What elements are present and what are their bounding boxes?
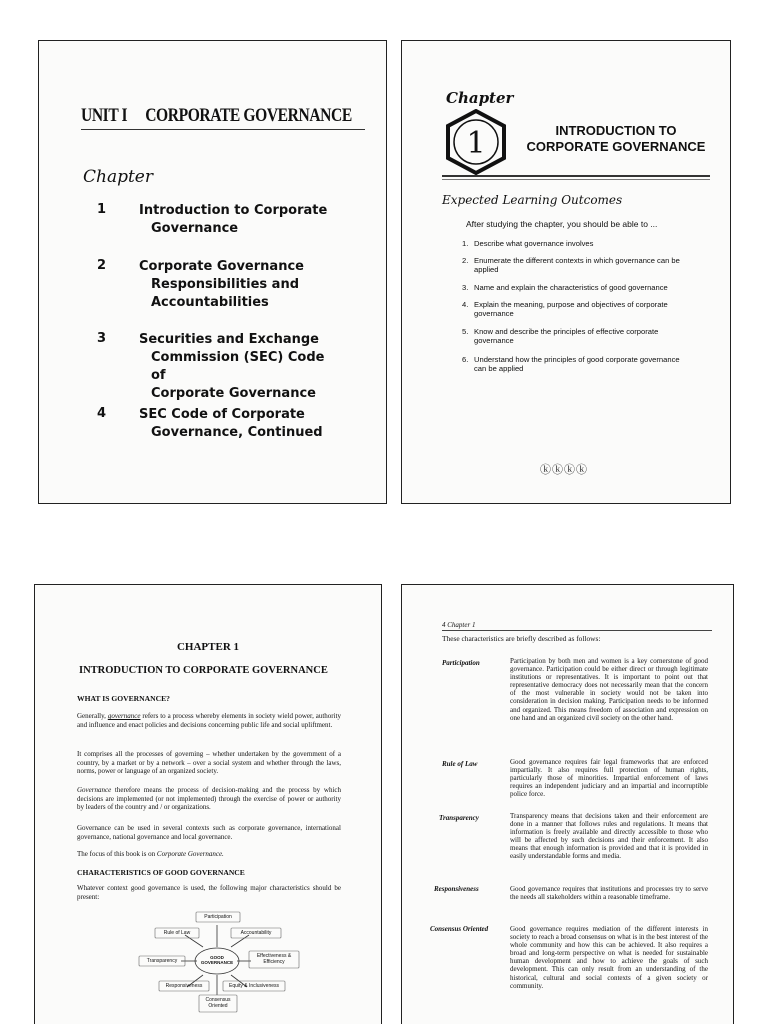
outcome-text: applied xyxy=(474,265,499,274)
outcomes-heading: Expected Learning Outcomes xyxy=(442,193,623,207)
node-participation: Participation xyxy=(204,914,232,920)
desc-consensus-oriented: Good governance requires mediation of the different interests in society to reach a broad consensus on what is in the best interest of the whole community and how this can be achieved. It also requires a broad and long-term perspective on what is needed for sustainable human development and how to achieve the goals of such development. This can only result from an understanding of the historical, cultural and social contexts of a given society or community. xyxy=(510,925,708,990)
node-text: Efficiency xyxy=(263,959,285,965)
term-responsiveness: Responsiveness xyxy=(434,885,479,893)
unit-title: CORPORATE GOVERNANCE xyxy=(145,105,352,126)
node-transparency: Transparency xyxy=(146,958,178,964)
chapter-line: Corporate Governance xyxy=(139,259,304,274)
chapter-line: Commission (SEC) Code of xyxy=(151,350,325,383)
outcome-text: Understand how the principles of good corporate governance xyxy=(474,355,680,364)
outcome-text: Explain the meaning, purpose and objectives of corporate xyxy=(474,300,668,309)
section-heading: CHARACTERISTICS OF GOOD GOVERNANCE xyxy=(77,868,245,877)
desc-rule-of-law: Good governance requires fair legal frameworks that are enforced impartially. It also requires full protection of human rights, particularly those of minorities. Impartial enforcement of laws requires an independent judiciary and an impartial and incorruptible police force. xyxy=(510,758,708,799)
heading-rule xyxy=(81,129,365,130)
paragraph-text: The focus of this book is on xyxy=(77,850,157,858)
paragraph-emphasis: Governance xyxy=(77,786,112,794)
chapter-line: Governance xyxy=(151,221,239,236)
chapter-title: INTRODUCTION TO CORPORATE GOVERNANCE xyxy=(79,665,328,676)
chapter-label: Chapter xyxy=(446,89,514,107)
chapter-line: Governance, Continued xyxy=(151,425,323,440)
node-text: GOVERNANCE xyxy=(200,960,234,965)
outcome-number: 4. xyxy=(462,300,469,309)
running-head: 4 Chapter 1 xyxy=(442,621,476,629)
node-text: Consensus xyxy=(205,997,231,1003)
node-text: Effectiveness & xyxy=(256,953,292,959)
chapter-number-badge xyxy=(442,109,510,175)
node-effectiveness xyxy=(257,953,291,965)
node-text: Oriented xyxy=(208,1003,228,1009)
node-consensus xyxy=(205,997,230,1009)
unit-title-page xyxy=(38,40,387,504)
outcome-item xyxy=(462,300,712,318)
chapter-line: Corporate Governance xyxy=(151,386,316,401)
node-text: GOOD xyxy=(210,955,224,960)
node-rule-of-law: Rule of Law xyxy=(163,930,191,936)
paragraph-text: therefore means the process of decision-making and the process by which decisions are implemented (or not implemented) through the exercise of power or authority by leaders of the country and / or organizations. xyxy=(77,786,341,812)
unit-label: UNIT I xyxy=(81,105,128,126)
chapter-line: Securities and Exchange xyxy=(139,332,319,347)
page-intro: These characteristics are briefly described as follows: xyxy=(442,634,601,643)
term-participation: Participation xyxy=(442,659,480,667)
outcome-item xyxy=(462,355,712,373)
outcome-number: 5. xyxy=(462,327,469,336)
outcome-item xyxy=(462,327,712,345)
outcome-number: 1. xyxy=(462,239,469,248)
paragraph-text: Generally, xyxy=(77,712,108,720)
paragraph: Governance can be used in several contexts such as corporate governance, international governance, national governance and local governance. xyxy=(77,824,341,841)
chapter-title-line: CORPORATE GOVERNANCE xyxy=(526,139,706,154)
characteristics-page xyxy=(401,584,734,1024)
outcome-text: Describe what governance involves xyxy=(474,239,594,248)
title-rule xyxy=(442,175,710,177)
outcomes-list xyxy=(462,239,712,373)
node-equity: Equity & Inclusiveness xyxy=(228,983,280,989)
outcome-item xyxy=(462,283,712,292)
chapter-line: SEC Code of Corporate xyxy=(139,407,305,422)
desc-responsiveness: Good governance requires that institutions and processes try to serve the needs all stakeholders within a reasonable timeframe. xyxy=(510,885,708,902)
outcome-number: 3. xyxy=(462,283,469,292)
section-heading: WHAT IS GOVERNANCE? xyxy=(77,694,170,703)
outcomes-intro: After studying the chapter, you should be able to ... xyxy=(466,219,658,229)
chapter-line: Introduction to Corporate xyxy=(139,203,328,218)
outcome-text: governance xyxy=(474,309,514,318)
node-accountability: Accountability xyxy=(240,930,272,936)
desc-transparency: Transparency means that decisions taken and their enforcement are done in a manner that follows rules and regulations. It means that information is freely available and directly accessible to those who will be affected by such decisions and their enforcement. It also means that enough information is provided and that it is provided in easily understandable forms and media. xyxy=(510,812,708,861)
outcome-text: Name and explain the characteristics of good governance xyxy=(474,283,668,292)
chapter-line: Accountabilities xyxy=(151,295,269,310)
desc-participation: Participation by both men and women is a key cornerstone of good governance. Participation could be either direct or through legitimate institutions or representatives. It is important to point out that representative democracy does not necessarily mean that the concern of the most vulnerable in society would not be taken into consideration in decision making. Participation needs to be informed and organized. This means freedom of association and expression on one hand and an organized civil society on the other hand. xyxy=(510,657,708,722)
paragraph-emphasis: Corporate Governance. xyxy=(156,850,224,858)
chapter-title-line: INTRODUCTION TO xyxy=(555,123,677,138)
paragraph-emphasis: governance xyxy=(107,712,141,720)
ornament-icon: ⓚⓚⓚⓚ xyxy=(540,464,588,476)
running-head-rule xyxy=(442,630,712,631)
outcome-text: can be applied xyxy=(474,364,524,373)
outcome-item xyxy=(462,256,712,274)
chapter-number: 3 xyxy=(97,331,107,346)
node-good-governance xyxy=(201,955,233,965)
node-responsiveness: Responsiveness xyxy=(165,983,203,989)
outcome-item xyxy=(462,239,712,248)
paragraph: Whatever context good governance is used, the following major characteristics should be present: xyxy=(77,884,341,901)
paragraph-text: refers to a process whereby elements in society wield power, authority and influence and enact policies and decisions concerning public life and social upliftment. xyxy=(77,712,341,729)
term-transparency: Transparency xyxy=(439,814,479,822)
outcome-text: governance xyxy=(474,336,514,345)
outcome-number: 2. xyxy=(462,256,469,265)
outcome-number: 6. xyxy=(462,355,469,364)
outcome-text: Know and describe the principles of effective corporate xyxy=(474,327,659,336)
unit-heading xyxy=(81,105,352,127)
title-rule-thin xyxy=(442,179,710,180)
paragraph: It comprises all the processes of governing – whether undertaken by the government of a country, by a market or by a network – over a social system and whether through the laws, norms, power or language of an organized society. xyxy=(77,750,341,776)
chapter-number: 2 xyxy=(97,258,107,273)
chapter-line: Responsibilities and xyxy=(151,277,300,292)
chapter-number: 4 xyxy=(97,406,107,421)
chapter-heading: CHAPTER 1 xyxy=(176,641,240,653)
chapter-opener-page xyxy=(401,40,731,504)
chapter-text-page xyxy=(34,584,382,1024)
chapter-label: Chapter xyxy=(83,167,153,187)
chapter-number: 1 xyxy=(466,126,486,161)
chapter-title xyxy=(516,123,716,155)
term-consensus-oriented: Consensus Oriented xyxy=(430,925,489,933)
term-rule-of-law: Rule of Law xyxy=(442,760,478,768)
chapter-number: 1 xyxy=(97,202,107,217)
outcome-text: Enumerate the different contexts in which governance can be xyxy=(474,256,680,265)
